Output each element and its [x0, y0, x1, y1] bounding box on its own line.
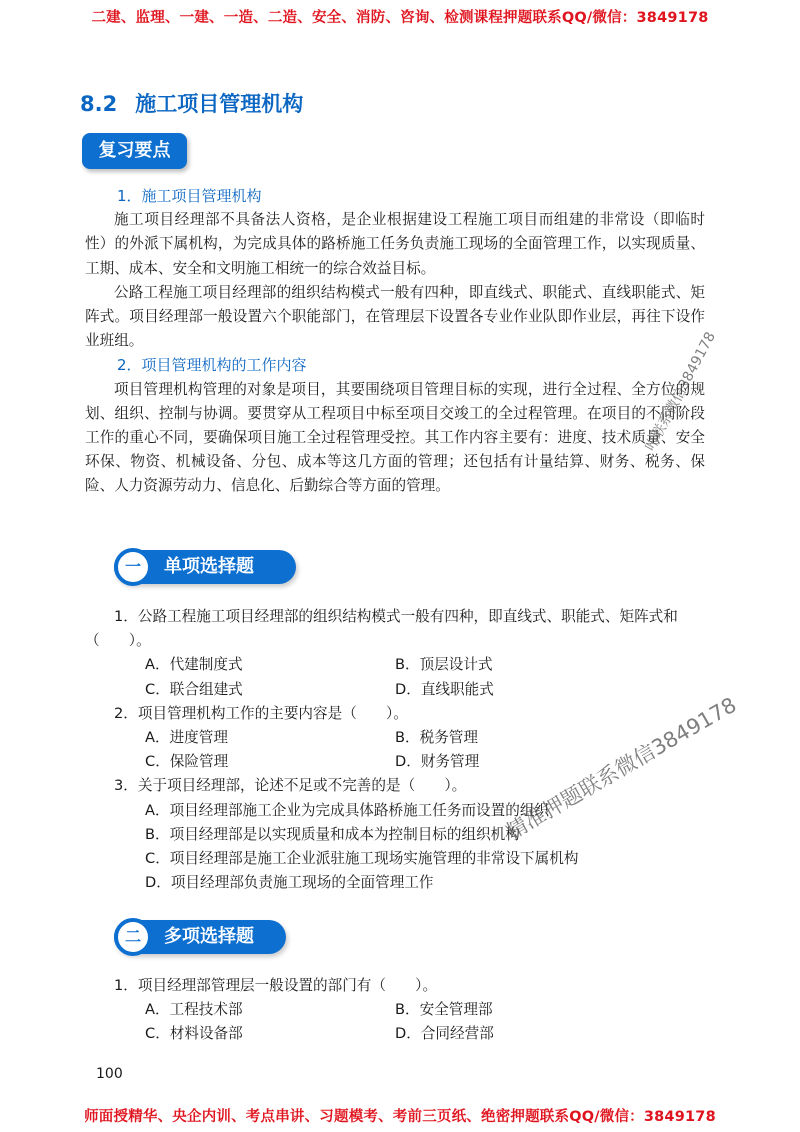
option: A．项目经理部施工企业为完成具体路桥施工任务而设置的组织 — [145, 801, 550, 819]
multi-choice-label: 多项选择题 — [164, 926, 254, 947]
option: D．财务管理 — [395, 753, 480, 771]
question-options — [85, 998, 705, 1046]
watermark-text: 咔联系微信3849178 — [642, 329, 719, 454]
page-number: 100 — [96, 1066, 123, 1082]
single-choice-header — [114, 550, 296, 584]
review-points-body — [85, 184, 705, 499]
single-choice-label: 单项选择题 — [164, 556, 254, 577]
question-stem: 1．项目经理部管理层一般设置的部门有（ ）。 — [114, 977, 438, 994]
question-stem: 3．关于项目经理部，论述不足或不完善的是（ ）。 — [114, 777, 467, 795]
section-title-text: 施工项目管理机构 — [135, 92, 304, 116]
option: A．代建制度式 — [145, 656, 243, 674]
option: B．顶层设计式 — [395, 656, 493, 674]
option: B．税务管理 — [395, 729, 478, 747]
point-paragraph: 施工项目经理部不具备法人资格，是企业根据建设工程施工项目而组建的非常设（即临时性）的外派下属机构，为完成具体的路桥施工任务负责施工现场的全面管理工作，以实现质量、工期、成本、安全和文明施工相统一的综合效益目标。 — [85, 211, 705, 277]
point-paragraph: 项目管理机构管理的对象是项目，其要围绕项目管理目标的实现，进行全过程、全方位的规划、组织、控制与协调。要贯穿从工程项目中标至项目交竣工的全过程管理。在项目的不同阶段工作的重心不同，要确保项目施工全过程管理受控。其工作内容主要有：进度、技术质量、安全环保、物资、机械设备、分包、成本等这几方面的管理；还包括有计量结算、财务、税务、保险、人力资源劳动力、信息化、后勤综合等方面的管理。 — [85, 380, 705, 495]
review-points-badge: 复习要点 — [82, 133, 187, 169]
single-choice-questions — [85, 605, 705, 895]
option: C．联合组建式 — [145, 680, 243, 698]
option: B．安全管理部 — [395, 1001, 493, 1019]
option: B．项目经理部是以实现质量和成本为控制目标的组织机构 — [145, 825, 520, 843]
question-options — [85, 653, 705, 701]
point-paragraph: 公路工程施工项目经理部的组织结构模式一般有四种，即直线式、职能式、直线职能式、矩阵式。项目经理部一般设置六个职能部门，在管理层下设置各专业作业队即作业层，再往下设作业班组。 — [85, 283, 705, 350]
option: A．进度管理 — [145, 729, 228, 747]
section-title — [80, 88, 303, 118]
question-stem: 2．项目管理机构工作的主要内容是（ ）。 — [114, 704, 408, 722]
multi-choice-header — [114, 920, 286, 954]
option: C．材料设备部 — [145, 1025, 243, 1043]
point-heading: 1．施工项目管理机构 — [117, 187, 262, 205]
section-index-disc: 一 — [114, 548, 152, 586]
option: C．保险管理 — [145, 753, 229, 771]
bottom-banner: 师面授精华、央企内训、考点串讲、习题模考、考前三页纸、绝密押题联系QQ/微信：3849178 — [84, 1109, 716, 1125]
top-banner: 二建、监理、一建、一造、二造、安全、消防、咨询、检测课程押题联系QQ/微信：3849178 — [91, 10, 709, 26]
point-heading: 2．项目管理机构的工作内容 — [117, 356, 307, 375]
section-index-disc: 二 — [114, 918, 152, 956]
section-number: 8.2 — [80, 92, 118, 116]
option: D．直线职能式 — [395, 680, 494, 698]
watermark-text: 精准押题联系微信3849178 — [502, 692, 741, 845]
question-stem: 1．公路工程施工项目经理部的组织结构模式一般有四种，即直线式、职能式、矩阵式和（ ）。 — [85, 608, 678, 650]
option: D．合同经营部 — [395, 1025, 494, 1043]
option: A．工程技术部 — [145, 1001, 243, 1019]
option: D．项目经理部负责施工现场的全面管理工作 — [145, 874, 434, 892]
option: C．项目经理部是施工企业派驻施工现场实施管理的非常设下属机构 — [145, 850, 579, 868]
multi-choice-questions — [85, 974, 705, 1047]
